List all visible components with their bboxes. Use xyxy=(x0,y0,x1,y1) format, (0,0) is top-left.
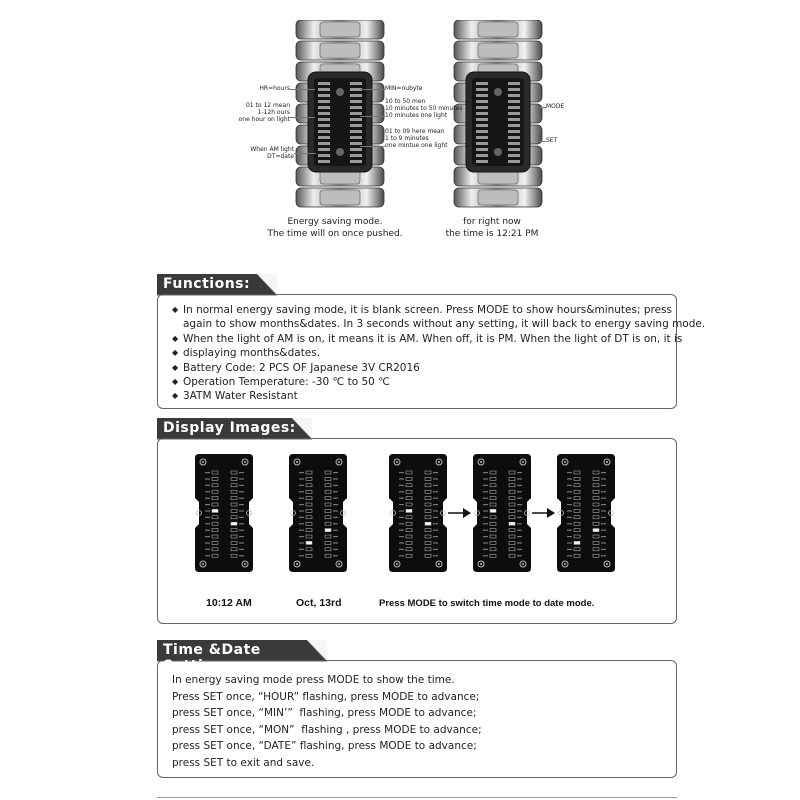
watch-photo-right xyxy=(448,20,548,212)
list-item: press SET to exit and save. xyxy=(172,756,315,769)
display-panel-mode-2 xyxy=(473,454,531,572)
list-item: press SET once, “MON” flashing , press MODE to advance; xyxy=(172,723,482,736)
display-title: Display Images: xyxy=(163,420,296,436)
arrow-right-icon xyxy=(532,507,556,519)
list-item: again to show months&dates. In 3 seconds without any setting, it will back to energy saving mode. xyxy=(183,318,706,331)
label-am-dt: When AM light DT=date xyxy=(250,146,294,160)
functions-header xyxy=(157,274,277,296)
timedate-title: Time &Date Setting: xyxy=(163,642,261,674)
label-min: MIN=nubyte xyxy=(385,85,423,92)
display-panel-mode-1 xyxy=(389,454,447,572)
list-item: ◆ Battery Code: 2 PCS OF Japanese 3V CR2016 xyxy=(172,361,642,375)
label-mode: MODE xyxy=(546,103,565,110)
label-hr: HR=hours xyxy=(259,85,290,92)
bottom-rule xyxy=(157,797,677,798)
list-item: Press SET once, “HOUR” flashing, press MODE to advance; xyxy=(172,690,480,703)
arrow-right-icon xyxy=(448,507,472,519)
list-item: press SET once, “DATE” flashing, press MODE to advance; xyxy=(172,740,477,752)
timedate-header xyxy=(157,640,327,674)
caption-date-display: Oct, 13rd xyxy=(296,597,342,609)
display-panel-date xyxy=(289,454,347,572)
list-item: In energy saving mode press MODE to show the time. xyxy=(172,674,455,686)
label-minutes-range: 10 to 50 men 10 minutes to 50 minutes 10 minutes one light xyxy=(385,98,463,119)
timedate-list xyxy=(172,672,482,771)
caption-right-watch: for right now the time is 12:21 PM xyxy=(445,217,539,239)
list-item: ◆ In normal energy saving mode, it is blank screen. Press MODE to show hours&minutes; press xyxy=(172,303,642,317)
label-minute-units: 01 to 09 here mean 1 to 9 minutes one mintue one light xyxy=(385,128,448,149)
caption-mode-switch: Press MODE to switch time mode to date mode. xyxy=(379,598,595,609)
list-item: ◆ Operation Temperature: -30 ℃ to 50 ℃ xyxy=(172,375,642,389)
display-panel-mode-3 xyxy=(557,454,615,572)
list-item: press SET once, “MIN’” flashing, press MODE to advance; xyxy=(172,707,477,719)
caption-left-watch: Energy saving mode. The time will on once pushed. xyxy=(267,217,403,239)
list-item: ◆ 3ATM Water Resistant xyxy=(172,389,642,403)
caption-time-display: 10:12 AM xyxy=(206,597,252,609)
list-item: ◆ displaying months&dates. xyxy=(172,346,642,360)
label-hours-range: 01 to 12 mean 1-12h ours one hour on light xyxy=(238,102,290,123)
display-header xyxy=(157,418,312,440)
display-panel-time xyxy=(195,454,253,572)
list-item: ◆ When the light of AM is on, it means it is AM. When off, it is PM. When the light of DT is on, it is xyxy=(172,332,642,346)
label-set: SET xyxy=(546,137,558,144)
functions-list xyxy=(172,303,706,404)
functions-title: Functions: xyxy=(163,276,251,292)
